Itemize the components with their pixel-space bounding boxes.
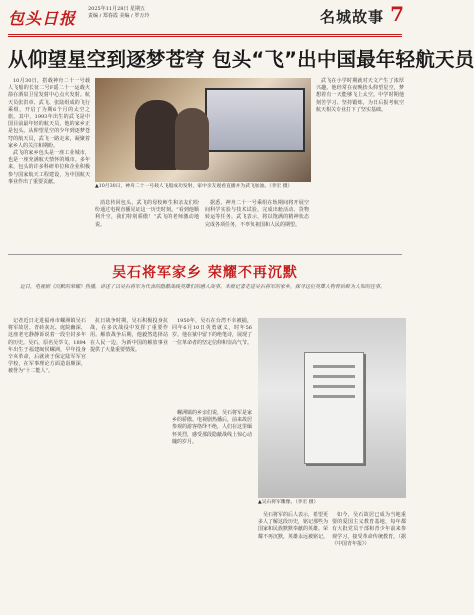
statue-photo	[258, 318, 406, 498]
newspaper-logo: 包头日报	[8, 9, 77, 28]
article1-col2: 消息传回包头，武飞的母校师生和亲友们纷纷通过电视直播见证这一历史时刻。“看到他顺利升空，我们特别骄傲！”武飞的老师激动地说。	[95, 200, 199, 228]
article1-col1b: 武飞的家乡包头是一座工业城市，也是一座充满航天情怀的城市。多年来，包头的许多科研单位和企业积极参与国家航天工程建设，为中国航天事业作出了重要贡献。	[8, 150, 90, 185]
article1-col3: 据悉，神舟二十一号乘组在轨期间将开展空间科学实验与技术试验，完成出舱活动、货物转运等任务。武飞表示，将以饱满的精神状态完成各项任务，不辜负祖国和人民的期望。	[205, 200, 309, 228]
photo-caption: ▲10月30日，神舟二十一号载人飞船成功发射，家中亲友观看直播并为武飞加油。（李宏 摄）	[95, 184, 293, 189]
person-figure	[135, 100, 179, 170]
article2-col5: 吴石将军的后人表示，希望更多人了解这段历史，铭记那些为国家和民族默默奉献的英雄。荣耀不再沉默，英雄永远被铭记。	[258, 512, 329, 540]
article2-col1: 记者近日走进福州市螺洲镇吴石将军故居。青砖灰瓦、庭院幽深，这座老宅静静诉说着一段尘封多年的历史。吴石，原名吴萃文，1894年出生于福建闽侯螺洲，早年投身辛亥革命，后就读于保定陆军军官学校，在军事理论方面造诣颇深，被誉为“十二能人”。	[8, 318, 86, 375]
person-figure	[175, 108, 209, 170]
date-block	[88, 6, 149, 20]
section-title: 名城故事	[319, 8, 384, 26]
page-number: 7	[390, 2, 404, 26]
article1-col4: 武飞在小学时期就对天文产生了浓厚兴趣。他经常在夜晚抬头仰望星空，梦想着有一天能够飞上太空。中学时期他刻苦学习、坚持锻炼，为日后报考航空航天相关专业打下了坚实基础。	[316, 78, 404, 113]
date-line: 2025年11月28日 星期五	[88, 6, 146, 12]
book-sculpture	[304, 352, 364, 464]
section-divider	[8, 254, 402, 255]
article2-col6: 如今，吴石故居已成为当地重要的爱国主义教育基地，每年都有大批党员干部和青少年前来参观学习，接受革命传统教育。（据《中国青年报》）	[332, 512, 406, 547]
launch-watch-photo	[95, 78, 311, 182]
article2-col2: 抗日战争时期，吴石积极投身抗战，在多次战役中发挥了重要作用。解放战争后期，他毅然选择站在人民一边，为新中国的解放事业提供了大量重要情报。	[90, 318, 168, 353]
article2-intro: 近日，电视剧《沉默的荣耀》热播，讲述了以吴石将军为代表的隐蔽战线英雄们的感人故事。本报记者走进吴石将军的家乡，探寻这位英雄人物背后鲜为人知的往事。	[20, 284, 386, 290]
article2-col4: 螺洲镇的乡亲们说，吴石将军是家乡的骄傲。电视剧热播后，前来故居参观的游客络绎不绝，人们在这里缅怀英烈，感受那段隐蔽战线上惊心动魄的岁月。	[172, 410, 253, 445]
page-header	[0, 0, 410, 34]
editor-line: 责编 / 郑春霞 美编 / 罗万玲	[88, 13, 150, 19]
article2-title: 吴石将军家乡 荣耀不再沉默	[112, 265, 298, 281]
statue-caption: ▲吴石将军雕像。（李宏 摄）	[258, 500, 319, 505]
header-rule	[8, 34, 402, 35]
article1-col1: 10月30日，搭载神舟二十一号载人飞船的长征二号F遥二十一运载火箭在酒泉卫星发射中心点火发射。航天员张洪章、武飞、张陆组成的飞行乘组，开启了为期6个月的太空之旅。其中，1993年出生的武飞是中国目前最年轻的航天员，他的家乡正是包头。从仰望星空的少年到逐梦苍穹的航天员，武飞一路走来，凝聚着家乡人的关注和期盼。	[8, 78, 90, 149]
main-headline: 从仰望星空到逐梦苍穹 包头“飞”出中国最年轻航天员	[8, 48, 474, 71]
header-rule-thin	[8, 36, 402, 37]
tv-screen	[205, 88, 305, 152]
article2-col3: 1950年，吴石在台湾不幸被捕，同年6月10日英勇就义，时年56岁。他在狱中留下的绝笔诗，展现了一位革命者的坚定信仰和崇高气节。	[172, 318, 253, 346]
